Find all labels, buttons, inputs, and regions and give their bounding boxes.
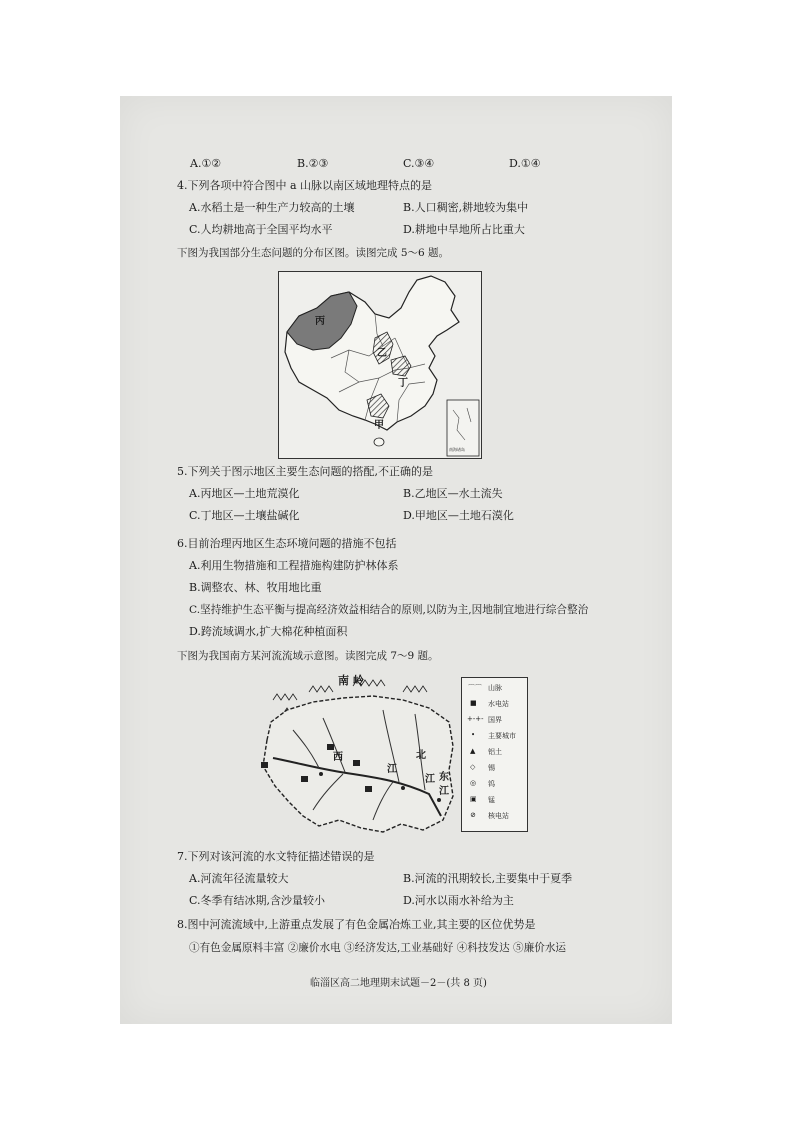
legend-bauxite-label: 铝土 <box>488 748 502 756</box>
q7-option-c: C.冬季有结冰期,含沙量较小 <box>189 894 326 907</box>
q6-option-a: A.利用生物措施和工程措施构建防护林体系 <box>189 559 399 572</box>
q4-option-b: B.人口稠密,耕地较为集中 <box>403 201 529 214</box>
legend-bauxite-icon: ▲ <box>470 747 476 755</box>
legend-manganese-icon: ▣ <box>470 795 477 803</box>
q7-stem: 7.下列对该河流的水文特征描述错误的是 <box>177 850 375 863</box>
legend-hydro-label: 水电站 <box>488 700 509 708</box>
q5-option-a: A.丙地区—土地荒漠化 <box>189 487 300 500</box>
q6-option-d: D.跨流域调水,扩大棉花种植面积 <box>189 625 348 638</box>
legend-tin-label: 锡 <box>488 764 495 772</box>
legend-mountain-icon: ⌒⌒ <box>468 684 482 692</box>
map2-label-xi: 西 <box>333 752 343 763</box>
q7-option-b: B.河流的汛期较长,主要集中于夏季 <box>403 872 573 885</box>
legend-tungsten-label: 钨 <box>488 780 495 788</box>
legend-tungsten-icon: ◎ <box>470 779 477 787</box>
map2-label-nanling: 南 岭 <box>338 674 364 687</box>
q3-option-a: A.①② <box>190 157 222 170</box>
q8-choices: ①有色金属原料丰富 ②廉价水电 ③经济发达,工业基础好 ④科技发达 ⑤廉价水运 <box>189 942 567 954</box>
q6-option-c: C.坚持维护生态平衡与提高经济效益相结合的原则,以防为主,因地制宜地进行综合整治 <box>189 604 589 616</box>
q5-option-d: D.甲地区—土地石漠化 <box>403 509 514 522</box>
q6-stem: 6.目前治理丙地区生态环境问题的措施不包括 <box>177 537 397 550</box>
q4-stem: 4.下列各项中符合图中 a 山脉以南区域地理特点的是 <box>177 179 433 192</box>
map1-inset-caption: 南海诸岛 <box>449 447 465 452</box>
q5-option-b: B.乙地区—水土流失 <box>403 487 503 500</box>
map1-label-jia: 甲 <box>374 420 384 431</box>
legend-mountain-label: 山脉 <box>488 684 502 692</box>
map1-label-bing: 丙 <box>315 316 325 327</box>
q3-option-c: C.③④ <box>403 157 435 170</box>
legend-border-label: 国界 <box>488 716 502 724</box>
legend-tin-icon: ◇ <box>470 763 476 771</box>
map2-label-jiang: 江 <box>387 764 397 775</box>
china-eco-map <box>278 271 482 459</box>
map1-label-ding: 丁 <box>398 378 408 389</box>
map1-label-yi: 乙 <box>377 348 387 359</box>
legend-hydro-icon: ■ <box>470 699 477 707</box>
intro-5-6: 下图为我国部分生态问题的分布区图。读图完成 5～6 题。 <box>177 247 450 259</box>
q8-stem: 8.图中河流流域中,上游重点发展了有色金属冶炼工业,其主要的区位优势是 <box>177 918 536 931</box>
map2-label-jiang2: 江 <box>439 786 449 797</box>
q6-option-b: B.调整农、林、牧用地比重 <box>189 581 322 594</box>
map2-label-dong: 东 <box>439 772 449 783</box>
intro-7-9: 下图为我国南方某河流流域示意图。读图完成 7～9 题。 <box>177 650 439 662</box>
river-basin-map <box>253 670 463 840</box>
q4-option-c: C.人均耕地高于全国平均水平 <box>189 223 333 236</box>
q7-option-a: A.河流年径流量较大 <box>189 872 289 885</box>
river-map-legend <box>461 677 528 832</box>
q3-option-d: D.①④ <box>509 157 541 170</box>
legend-nuclear-label: 核电站 <box>488 812 509 820</box>
legend-city-icon: • <box>471 731 476 739</box>
legend-manganese-label: 锰 <box>488 796 495 804</box>
q5-option-c: C.丁地区—土壤盐碱化 <box>189 509 300 522</box>
q5-stem: 5.下列关于图示地区主要生态问题的搭配,不正确的是 <box>177 465 433 478</box>
map2-label-bei: 北 <box>416 750 426 761</box>
q4-option-d: D.耕地中旱地所占比重大 <box>403 223 525 236</box>
legend-nuclear-icon: ⊘ <box>470 811 476 819</box>
page-footer: 临淄区高二地理期末试题－2－(共 8 页) <box>310 978 487 989</box>
map2-label-jiang3: 江 <box>425 774 435 785</box>
river-map-drawing <box>253 670 463 840</box>
q4-option-a: A.水稻土是一种生产力较高的土壤 <box>189 201 355 214</box>
legend-border-icon: +-+- <box>467 715 484 723</box>
legend-city-label: 主要城市 <box>488 732 516 740</box>
q7-option-d: D.河水以雨水补给为主 <box>403 894 514 907</box>
q3-option-b: B.②③ <box>297 157 329 170</box>
